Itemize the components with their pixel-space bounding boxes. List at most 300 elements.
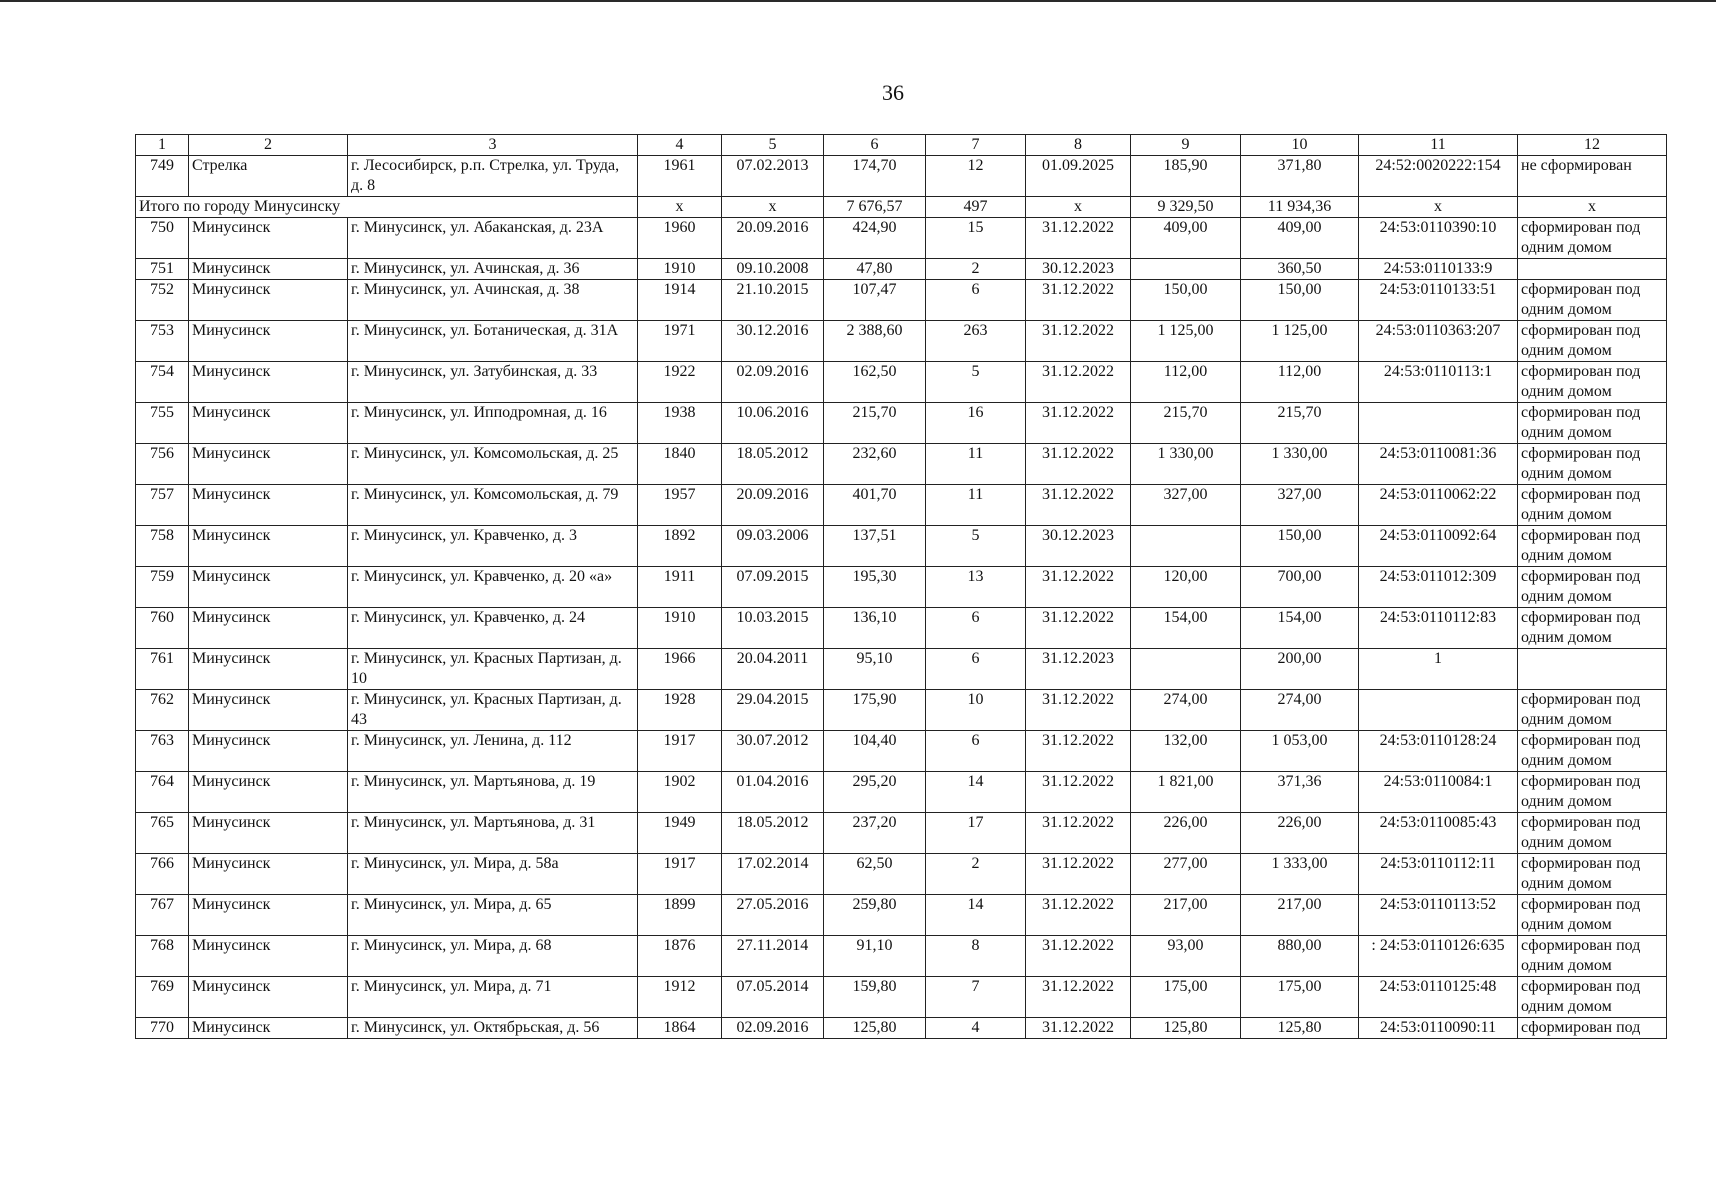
status-cell: сформирован под одним домом (1518, 485, 1667, 526)
deadline-cell: 31.12.2022 (1026, 485, 1131, 526)
table-row (136, 485, 1667, 526)
column-header: 10 (1241, 135, 1359, 156)
area-cell: 424,90 (824, 218, 926, 259)
address-cell: г. Лесосибирск, р.п. Стрелка, ул. Труда, д. 8 (348, 156, 638, 197)
value10-cell: 217,00 (1241, 895, 1359, 936)
city-cell: Минусинск (189, 936, 348, 977)
total-cell: 11 934,36 (1241, 197, 1359, 218)
date-cell: 20.04.2011 (722, 649, 824, 690)
city-cell: Минусинск (189, 731, 348, 772)
status-cell: сформирован под одним домом (1518, 813, 1667, 854)
address-cell: г. Минусинск, ул. Затубинская, д. 33 (348, 362, 638, 403)
stelka-section (136, 156, 1667, 197)
value10-cell: 154,00 (1241, 608, 1359, 649)
value9-cell: 1 330,00 (1131, 444, 1241, 485)
cadastral-cell: 24:53:0110125:48 (1359, 977, 1518, 1018)
table-row (136, 259, 1667, 280)
year-cell: 1928 (638, 690, 722, 731)
table-row (136, 403, 1667, 444)
deadline-cell: 31.12.2022 (1026, 772, 1131, 813)
value10-cell: 371,80 (1241, 156, 1359, 197)
column-header: 9 (1131, 135, 1241, 156)
status-cell: сформирован под (1518, 1018, 1667, 1039)
value9-cell: 1 125,00 (1131, 321, 1241, 362)
area-cell: 125,80 (824, 1018, 926, 1039)
area-cell: 295,20 (824, 772, 926, 813)
address-cell: г. Минусинск, ул. Ачинская, д. 36 (348, 259, 638, 280)
city-cell: Минусинск (189, 977, 348, 1018)
date-cell: 10.06.2016 (722, 403, 824, 444)
city-cell: Минусинск (189, 649, 348, 690)
cadastral-cell: 24:53:0110085:43 (1359, 813, 1518, 854)
value9-cell: 125,80 (1131, 1018, 1241, 1039)
deadline-cell: 31.12.2022 (1026, 813, 1131, 854)
status-cell: сформирован под одним домом (1518, 977, 1667, 1018)
date-cell: 30.12.2016 (722, 321, 824, 362)
table-row (136, 362, 1667, 403)
year-cell: 1876 (638, 936, 722, 977)
area-cell: 162,50 (824, 362, 926, 403)
residents-cell: 15 (926, 218, 1026, 259)
residents-cell: 2 (926, 259, 1026, 280)
deadline-cell: 31.12.2022 (1026, 608, 1131, 649)
row-number: 751 (136, 259, 189, 280)
deadline-cell: 31.12.2022 (1026, 444, 1131, 485)
address-cell: г. Минусинск, ул. Ипподромная, д. 16 (348, 403, 638, 444)
column-header: 7 (926, 135, 1026, 156)
column-header: 11 (1359, 135, 1518, 156)
status-cell (1518, 649, 1667, 690)
value10-cell: 1 333,00 (1241, 854, 1359, 895)
residents-cell: 12 (926, 156, 1026, 197)
table-row (136, 567, 1667, 608)
table-row (136, 218, 1667, 259)
status-cell: сформирован под одним домом (1518, 444, 1667, 485)
value10-cell: 215,70 (1241, 403, 1359, 444)
address-cell: г. Минусинск, ул. Кравченко, д. 20 «а» (348, 567, 638, 608)
status-cell (1518, 259, 1667, 280)
year-cell: 1899 (638, 895, 722, 936)
date-cell: 27.05.2016 (722, 895, 824, 936)
row-number: 754 (136, 362, 189, 403)
area-cell: 47,80 (824, 259, 926, 280)
status-cell: сформирован под одним домом (1518, 690, 1667, 731)
total-area: 7 676,57 (824, 197, 926, 218)
status-cell: сформирован под одним домом (1518, 403, 1667, 444)
address-cell: г. Минусинск, ул. Красных Партизан, д. 43 (348, 690, 638, 731)
row-number: 762 (136, 690, 189, 731)
value9-cell (1131, 649, 1241, 690)
status-cell: не сформирован (1518, 156, 1667, 197)
deadline-cell: 01.09.2025 (1026, 156, 1131, 197)
total-row (136, 197, 1667, 218)
table-row (136, 936, 1667, 977)
residents-cell: 5 (926, 362, 1026, 403)
table-row (136, 444, 1667, 485)
value10-cell: 371,36 (1241, 772, 1359, 813)
deadline-cell: 31.12.2022 (1026, 895, 1131, 936)
address-cell: г. Минусинск, ул. Октябрьская, д. 56 (348, 1018, 638, 1039)
status-cell: сформирован под одним домом (1518, 526, 1667, 567)
cadastral-cell: 24:53:0110363:207 (1359, 321, 1518, 362)
residents-cell: 13 (926, 567, 1026, 608)
status-cell: сформирован под одним домом (1518, 567, 1667, 608)
residents-cell: 17 (926, 813, 1026, 854)
value10-cell: 700,00 (1241, 567, 1359, 608)
row-number: 760 (136, 608, 189, 649)
city-cell: Минусинск (189, 813, 348, 854)
area-cell: 237,20 (824, 813, 926, 854)
address-cell: г. Минусинск, ул. Комсомольская, д. 25 (348, 444, 638, 485)
date-cell: 09.10.2008 (722, 259, 824, 280)
value10-cell: 1 330,00 (1241, 444, 1359, 485)
residents-cell: 7 (926, 977, 1026, 1018)
address-cell: г. Минусинск, ул. Красных Партизан, д. 10 (348, 649, 638, 690)
total-cell: x (722, 197, 824, 218)
area-cell: 232,60 (824, 444, 926, 485)
column-number-row (136, 135, 1667, 156)
row-number: 765 (136, 813, 189, 854)
residents-cell: 6 (926, 731, 1026, 772)
deadline-cell: 31.12.2023 (1026, 649, 1131, 690)
total-label: Итого по городу Минусинску (136, 197, 638, 218)
row-number: 758 (136, 526, 189, 567)
total-cell: x (1026, 197, 1131, 218)
city-cell: Минусинск (189, 280, 348, 321)
value10-cell: 1 053,00 (1241, 731, 1359, 772)
city-cell: Минусинск (189, 218, 348, 259)
address-cell: г. Минусинск, ул. Мира, д. 68 (348, 936, 638, 977)
row-number: 767 (136, 895, 189, 936)
cadastral-cell: 24:53:0110084:1 (1359, 772, 1518, 813)
status-cell: сформирован под одним домом (1518, 895, 1667, 936)
value9-cell: 185,90 (1131, 156, 1241, 197)
row-number: 756 (136, 444, 189, 485)
area-cell: 104,40 (824, 731, 926, 772)
date-cell: 01.04.2016 (722, 772, 824, 813)
residents-cell: 16 (926, 403, 1026, 444)
row-number: 750 (136, 218, 189, 259)
value10-cell: 175,00 (1241, 977, 1359, 1018)
deadline-cell: 30.12.2023 (1026, 259, 1131, 280)
value9-cell (1131, 259, 1241, 280)
year-cell: 1910 (638, 608, 722, 649)
total-cell: 9 329,50 (1131, 197, 1241, 218)
date-cell: 30.07.2012 (722, 731, 824, 772)
cadastral-cell: 24:53:0110112:83 (1359, 608, 1518, 649)
year-cell: 1957 (638, 485, 722, 526)
total-cell: x (638, 197, 722, 218)
year-cell: 1917 (638, 731, 722, 772)
table-row (136, 280, 1667, 321)
value9-cell: 226,00 (1131, 813, 1241, 854)
table-row (136, 526, 1667, 567)
city-cell: Минусинск (189, 608, 348, 649)
city-cell: Минусинск (189, 403, 348, 444)
date-cell: 21.10.2015 (722, 280, 824, 321)
cadastral-cell: 24:53:0110128:24 (1359, 731, 1518, 772)
residents-cell: 5 (926, 526, 1026, 567)
residents-cell: 6 (926, 608, 1026, 649)
row-number: 763 (136, 731, 189, 772)
residents-cell: 10 (926, 690, 1026, 731)
table-row (136, 649, 1667, 690)
area-cell: 175,90 (824, 690, 926, 731)
status-cell: сформирован под одним домом (1518, 608, 1667, 649)
cadastral-cell: 24:53:0110133:51 (1359, 280, 1518, 321)
city-cell: Минусинск (189, 1018, 348, 1039)
minusinsk-section (136, 218, 1667, 1039)
housing-register-table (135, 134, 1667, 1039)
row-number: 759 (136, 567, 189, 608)
cadastral-cell: 24:53:0110062:22 (1359, 485, 1518, 526)
cadastral-cell: 24:53:0110090:11 (1359, 1018, 1518, 1039)
row-number: 768 (136, 936, 189, 977)
value10-cell: 274,00 (1241, 690, 1359, 731)
year-cell: 1892 (638, 526, 722, 567)
date-cell: 07.09.2015 (722, 567, 824, 608)
value9-cell: 120,00 (1131, 567, 1241, 608)
date-cell: 07.02.2013 (722, 156, 824, 197)
area-cell: 136,10 (824, 608, 926, 649)
address-cell: г. Минусинск, ул. Мира, д. 65 (348, 895, 638, 936)
city-cell: Стрелка (189, 156, 348, 197)
cadastral-cell: 24:53:0110113:1 (1359, 362, 1518, 403)
deadline-cell: 31.12.2022 (1026, 567, 1131, 608)
cadastral-cell: 1 (1359, 649, 1518, 690)
page-number: 36 (882, 80, 904, 105)
date-cell: 29.04.2015 (722, 690, 824, 731)
value9-cell (1131, 526, 1241, 567)
area-cell: 137,51 (824, 526, 926, 567)
area-cell: 174,70 (824, 156, 926, 197)
year-cell: 1971 (638, 321, 722, 362)
deadline-cell: 31.12.2022 (1026, 731, 1131, 772)
area-cell: 2 388,60 (824, 321, 926, 362)
area-cell: 215,70 (824, 403, 926, 444)
value9-cell: 150,00 (1131, 280, 1241, 321)
row-number: 764 (136, 772, 189, 813)
cadastral-cell: 24:53:0110081:36 (1359, 444, 1518, 485)
value9-cell: 154,00 (1131, 608, 1241, 649)
deadline-cell: 31.12.2022 (1026, 218, 1131, 259)
table-row (136, 895, 1667, 936)
date-cell: 09.03.2006 (722, 526, 824, 567)
city-cell: Минусинск (189, 895, 348, 936)
column-header: 3 (348, 135, 638, 156)
residents-cell: 11 (926, 485, 1026, 526)
date-cell: 20.09.2016 (722, 485, 824, 526)
value9-cell: 215,70 (1131, 403, 1241, 444)
year-cell: 1966 (638, 649, 722, 690)
cadastral-cell: 24:53:0110390:10 (1359, 218, 1518, 259)
date-cell: 20.09.2016 (722, 218, 824, 259)
value10-cell: 226,00 (1241, 813, 1359, 854)
cadastral-cell: 24:53:0110133:9 (1359, 259, 1518, 280)
cadastral-cell: 24:53:0110112:11 (1359, 854, 1518, 895)
column-header: 6 (824, 135, 926, 156)
value10-cell: 125,80 (1241, 1018, 1359, 1039)
address-cell: г. Минусинск, ул. Мартьянова, д. 31 (348, 813, 638, 854)
value9-cell: 217,00 (1131, 895, 1241, 936)
table-row (136, 854, 1667, 895)
city-cell: Минусинск (189, 259, 348, 280)
row-number: 769 (136, 977, 189, 1018)
status-cell: сформирован под одним домом (1518, 731, 1667, 772)
address-cell: г. Минусинск, ул. Ачинская, д. 38 (348, 280, 638, 321)
cadastral-cell: : 24:53:0110126:635 (1359, 936, 1518, 977)
cadastral-cell (1359, 690, 1518, 731)
row-number: 752 (136, 280, 189, 321)
area-cell: 195,30 (824, 567, 926, 608)
residents-cell: 8 (926, 936, 1026, 977)
area-cell: 159,80 (824, 977, 926, 1018)
date-cell: 27.11.2014 (722, 936, 824, 977)
residents-cell: 263 (926, 321, 1026, 362)
city-cell: Минусинск (189, 690, 348, 731)
row-number: 761 (136, 649, 189, 690)
date-cell: 07.05.2014 (722, 977, 824, 1018)
address-cell: г. Минусинск, ул. Мира, д. 71 (348, 977, 638, 1018)
row-number: 753 (136, 321, 189, 362)
city-cell: Минусинск (189, 567, 348, 608)
date-cell: 18.05.2012 (722, 444, 824, 485)
status-cell: сформирован под одним домом (1518, 936, 1667, 977)
address-cell: г. Минусинск, ул. Кравченко, д. 24 (348, 608, 638, 649)
table-row (136, 772, 1667, 813)
residents-cell: 6 (926, 280, 1026, 321)
row-number: 770 (136, 1018, 189, 1039)
residents-cell: 2 (926, 854, 1026, 895)
status-cell: сформирован под одним домом (1518, 772, 1667, 813)
address-cell: г. Минусинск, ул. Мартьянова, д. 19 (348, 772, 638, 813)
year-cell: 1961 (638, 156, 722, 197)
area-cell: 401,70 (824, 485, 926, 526)
date-cell: 17.02.2014 (722, 854, 824, 895)
column-header: 12 (1518, 135, 1667, 156)
value9-cell: 277,00 (1131, 854, 1241, 895)
year-cell: 1949 (638, 813, 722, 854)
row-number: 766 (136, 854, 189, 895)
column-header: 1 (136, 135, 189, 156)
city-cell: Минусинск (189, 854, 348, 895)
date-cell: 02.09.2016 (722, 362, 824, 403)
year-cell: 1911 (638, 567, 722, 608)
value9-cell: 112,00 (1131, 362, 1241, 403)
cadastral-cell: 24:53:011012:309 (1359, 567, 1518, 608)
table-row (136, 690, 1667, 731)
address-cell: г. Минусинск, ул. Комсомольская, д. 79 (348, 485, 638, 526)
column-header: 5 (722, 135, 824, 156)
status-cell: сформирован под одним домом (1518, 218, 1667, 259)
row-number: 749 (136, 156, 189, 197)
value10-cell: 409,00 (1241, 218, 1359, 259)
value10-cell: 200,00 (1241, 649, 1359, 690)
deadline-cell: 31.12.2022 (1026, 280, 1131, 321)
city-cell: Минусинск (189, 362, 348, 403)
table-row (136, 156, 1667, 197)
column-header: 8 (1026, 135, 1131, 156)
year-cell: 1840 (638, 444, 722, 485)
value9-cell: 175,00 (1131, 977, 1241, 1018)
deadline-cell: 31.12.2022 (1026, 362, 1131, 403)
top-scan-border (0, 0, 1716, 2)
status-cell: сформирован под одним домом (1518, 362, 1667, 403)
total-residents: 497 (926, 197, 1026, 218)
deadline-cell: 31.12.2022 (1026, 936, 1131, 977)
area-cell: 107,47 (824, 280, 926, 321)
value10-cell: 1 125,00 (1241, 321, 1359, 362)
column-header: 4 (638, 135, 722, 156)
table-row (136, 731, 1667, 772)
deadline-cell: 31.12.2022 (1026, 854, 1131, 895)
value9-cell: 274,00 (1131, 690, 1241, 731)
cadastral-cell: 24:52:0020222:154 (1359, 156, 1518, 197)
year-cell: 1960 (638, 218, 722, 259)
address-cell: г. Минусинск, ул. Мира, д. 58а (348, 854, 638, 895)
cadastral-cell: 24:53:0110113:52 (1359, 895, 1518, 936)
deadline-cell: 31.12.2022 (1026, 321, 1131, 362)
year-cell: 1902 (638, 772, 722, 813)
address-cell: г. Минусинск, ул. Ленина, д. 112 (348, 731, 638, 772)
city-cell: Минусинск (189, 321, 348, 362)
deadline-cell: 30.12.2023 (1026, 526, 1131, 567)
year-cell: 1910 (638, 259, 722, 280)
value10-cell: 150,00 (1241, 280, 1359, 321)
year-cell: 1938 (638, 403, 722, 444)
date-cell: 02.09.2016 (722, 1018, 824, 1039)
value9-cell: 93,00 (1131, 936, 1241, 977)
date-cell: 18.05.2012 (722, 813, 824, 854)
table-row (136, 321, 1667, 362)
value10-cell: 327,00 (1241, 485, 1359, 526)
deadline-cell: 31.12.2022 (1026, 403, 1131, 444)
value9-cell: 409,00 (1131, 218, 1241, 259)
cadastral-cell: 24:53:0110092:64 (1359, 526, 1518, 567)
cadastral-cell (1359, 403, 1518, 444)
table-row (136, 1018, 1667, 1039)
total-cell: x (1359, 197, 1518, 218)
deadline-cell: 31.12.2022 (1026, 1018, 1131, 1039)
residents-cell: 11 (926, 444, 1026, 485)
residents-cell: 4 (926, 1018, 1026, 1039)
residents-cell: 14 (926, 895, 1026, 936)
table-row (136, 813, 1667, 854)
area-cell: 62,50 (824, 854, 926, 895)
address-cell: г. Минусинск, ул. Абаканская, д. 23А (348, 218, 638, 259)
value10-cell: 360,50 (1241, 259, 1359, 280)
city-cell: Минусинск (189, 485, 348, 526)
value10-cell: 112,00 (1241, 362, 1359, 403)
status-cell: сформирован под одним домом (1518, 280, 1667, 321)
area-cell: 259,80 (824, 895, 926, 936)
value10-cell: 150,00 (1241, 526, 1359, 567)
table-row (136, 608, 1667, 649)
area-cell: 95,10 (824, 649, 926, 690)
value9-cell: 132,00 (1131, 731, 1241, 772)
value10-cell: 880,00 (1241, 936, 1359, 977)
status-cell: сформирован под одним домом (1518, 854, 1667, 895)
year-cell: 1917 (638, 854, 722, 895)
year-cell: 1922 (638, 362, 722, 403)
residents-cell: 6 (926, 649, 1026, 690)
table-row (136, 977, 1667, 1018)
city-cell: Минусинск (189, 772, 348, 813)
deadline-cell: 31.12.2022 (1026, 690, 1131, 731)
total-cell: x (1518, 197, 1667, 218)
area-cell: 91,10 (824, 936, 926, 977)
value9-cell: 1 821,00 (1131, 772, 1241, 813)
